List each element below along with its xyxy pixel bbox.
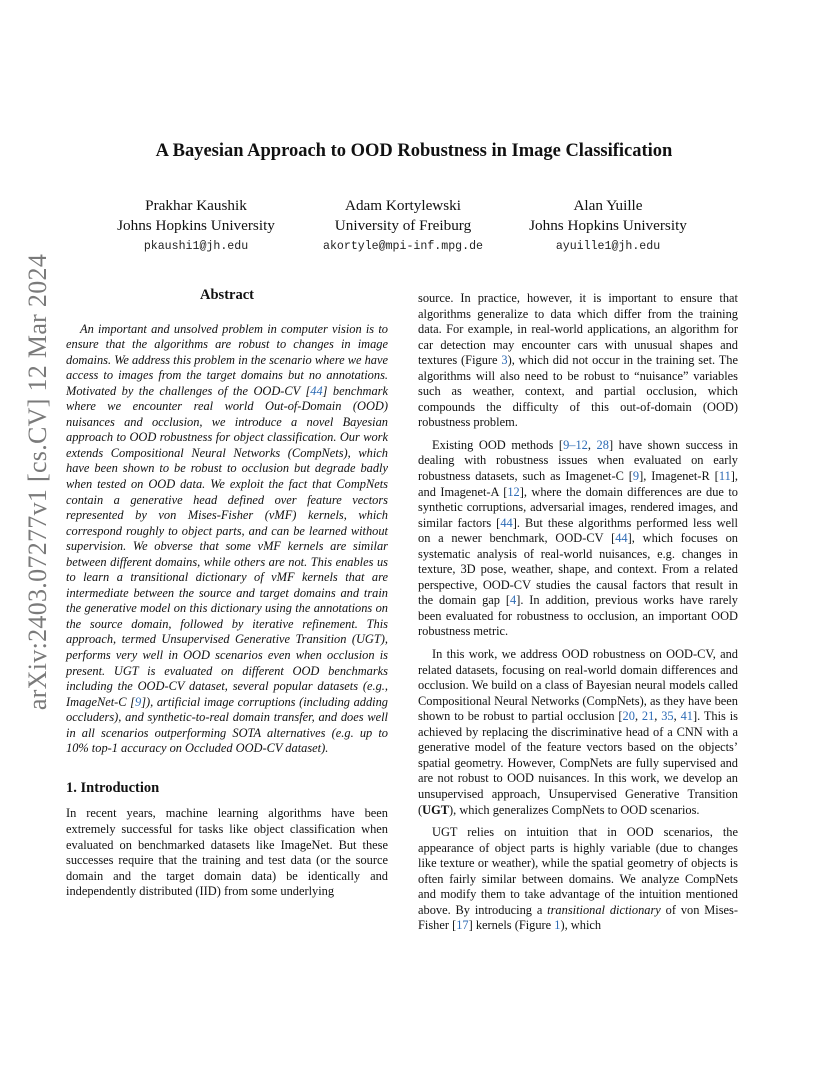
intro-paragraph-2: Existing OOD methods [9–12, 28] have shown success in dealing with robustness issues when evaluated on early robustness datasets, such as Imagenet-C [9], Imagenet-R [11], and Imagenet-A [12], where the domain differences are due to synthetic corruptions, adversarial images, rendered images, and similar factors [44]. But these algorithms performed less well on a newer benchmark, OOD-CV [44], which focuses on systematic analysis of real-world nuisances, e.g. changes in texture, 3D pose, weather, shape, and context. From a related perspective, OOD-CV studies the causal factors that result in the domain gap [4]. In addition, previous works have rarely been evaluated for robustness to occlusion, an important OOD robustness metric. <box>418 437 738 639</box>
author-affiliation: University of Freiburg <box>334 217 472 234</box>
paper-title: A Bayesian Approach to OOD Robustness in Image Classification <box>155 141 673 161</box>
author-name: Adam Kortylewski <box>345 197 461 214</box>
citation-link[interactable]: 28 <box>596 437 609 452</box>
section-heading-introduction: 1. Introduction <box>66 779 160 796</box>
author-3 <box>488 196 728 258</box>
right-column <box>418 291 738 941</box>
arxiv-sidebar <box>20 253 56 711</box>
emphasis-transitional-dictionary: transitional dictionary <box>547 902 661 917</box>
abstract-text: An important and unsolved problem in computer vision is to ensure that the algorithms are robust to changes in image domains. We address this problem in the scenario where we have access to images from the target domains but no annotations. Motivated by the challenges of the OOD-CV [44] benchmark where we encounter real world Out-of-Domain (OOD) nuisances and occlusion, we introduce a novel Bayesian approach to OOD robustness for object classification. Our work extends Compositional Neural Networks (CompNets), which have been shown to be robust to occlusion but degrade badly when tested on OOD data. We exploit the fact that CompNets contain a generative head defined over feature vectors represented by von Mises-Fisher (vMF) kernels, which correspond roughly to object parts, and can be learned without supervision. We obverse that some vMF kernels are similar between different domains, while others are not. This enables us to learn a transitional dictionary of vMF kernels that are intermediate between the source and target domains and train the generative model on this dictionary using the annotations on the source domain, followed by iterative refinement. This approach, termed Unsupervised Generative Transition (UGT), performs very well in OOD scenarios even when occlusion is present. UGT is evaluated on different OOD benchmarks including the OOD-CV dataset, several popular datasets (e.g., ImageNet-C [9]), artificial image corruptions (including adding occluders), and synthetic-to-real domain transfer, and does well in all scenarios outperforming SOTA alternatives (e.g. up to 10% top-1 accuracy on Occluded OOD-CV dataset). <box>66 321 389 756</box>
author-name: Prakhar Kaushik <box>145 197 247 214</box>
author-email: akortyle@mpi-inf.mpg.de <box>322 240 484 253</box>
intro-paragraph-1: In recent years, machine learning algorithms have been extremely successful for tasks like object classification when evaluated on benchmarked datasets like ImageNet. But these successes require that the training and test data (or the source domain and the target domain data) be identically and independently distributed (IID) from some underlying <box>66 806 388 899</box>
citation-link[interactable]: 44 <box>615 531 628 546</box>
figure-link[interactable]: 3 <box>501 353 508 368</box>
abstract-heading: Abstract <box>200 287 254 303</box>
citation-link[interactable]: 35 <box>661 709 674 724</box>
citation-link[interactable]: 9 <box>134 694 142 709</box>
citation-link[interactable]: 12 <box>507 484 520 499</box>
citation-link[interactable]: 4 <box>509 593 517 608</box>
author-name: Alan Yuille <box>573 197 643 214</box>
arxiv-identifier: arXiv:2403.07277v1 [cs.CV] 12 Mar 2024 <box>23 253 53 711</box>
citation-link[interactable]: 44 <box>500 515 513 530</box>
author-affiliation: Johns Hopkins University <box>529 217 687 234</box>
citation-link[interactable]: 20 <box>622 709 635 724</box>
author-email: ayuille1@jh.edu <box>555 240 661 253</box>
citation-link[interactable]: 41 <box>680 709 693 724</box>
citation-link[interactable]: 21 <box>641 709 655 724</box>
author-1 <box>76 196 316 258</box>
left-column <box>66 288 388 907</box>
citation-link[interactable]: 9 <box>632 469 640 484</box>
citation-link[interactable]: 9–12 <box>563 437 588 452</box>
ugt-acronym: UGT <box>422 802 449 817</box>
intro-paragraph-3: In this work, we address OOD robustness on OOD-CV, and related datasets, focusing on real-world domain differences and occlusion. We build on a class of Bayesian neural models called Compositional Neural Networks (CompNets), as they have been shown to be robust to partial occlusion [20, 21, 35, 41]. This is achieved by replacing the discriminative head of a CNN with a generative model of the feature vectors based on the objects’ spatial geometry. However, CompNets are fully supervised and are not robust to OOD nuisances. In this work, we develop an unsupervised approach, Unsupervised Generative Transition (UGT), which generalizes CompNets to OOD scenarios. <box>418 647 738 817</box>
citation-link[interactable]: 44 <box>310 383 323 398</box>
author-2 <box>283 196 523 258</box>
citation-link[interactable]: 11 <box>718 469 731 484</box>
author-affiliation: Johns Hopkins University <box>117 217 275 234</box>
author-email: pkaushi1@jh.edu <box>143 240 249 253</box>
citation-link[interactable]: 17 <box>456 918 469 933</box>
intro-paragraph-4: UGT relies on intuition that in OOD scenarios, the appearance of object parts is highly variable (due to changes like texture or weather), while the spatial geometry of objects is often fairly similar between domains. We analyze CompNets and modify them to take advantage of the intuition mentioned above. By introducing a transitional dictionary of von Mises-Fisher [17] kernels (Figure 1), which <box>418 825 738 933</box>
figure-link[interactable]: 1 <box>554 918 561 933</box>
intro-paragraph-1-continued: source. In practice, however, it is important to ensure that algorithms generalize to data which differ from the training data. For example, in real-world applications, an algorithm for car detection may encounter cars with unusual shapes and textures (Figure 3), which did not occur in the training set. The algorithms will also need to be robust to “nuisance” variables such as weather, context, and partial occlusion, which compounds the difficulty of this out-of-domain (OOD) robustness problem. <box>418 291 738 430</box>
